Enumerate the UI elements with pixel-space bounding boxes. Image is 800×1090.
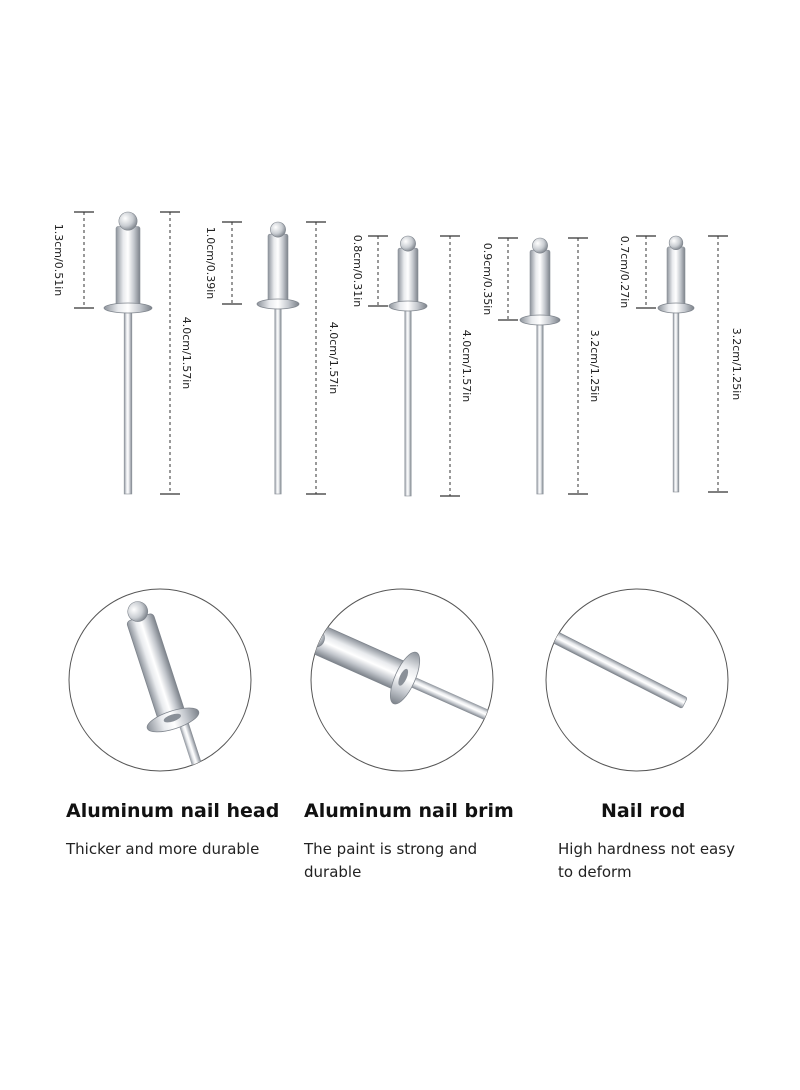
rivet-5	[618, 236, 743, 492]
feature-title: Aluminum nail brim	[304, 800, 514, 822]
total-length-label: 4.0cm/1.57in	[460, 329, 473, 403]
feature-description: High hardness not easy to deform	[558, 840, 735, 881]
total-length-label: 3.2cm/1.25in	[588, 329, 601, 403]
rivet-brim	[257, 299, 299, 309]
rivet-2	[204, 222, 340, 494]
rivet-body	[667, 247, 685, 308]
total-length-label: 4.0cm/1.57in	[180, 316, 193, 390]
rivet-4	[481, 238, 601, 494]
rivet-ball	[532, 238, 547, 253]
detail-nail-head	[69, 589, 251, 793]
feature-title: Aluminum nail head	[66, 800, 280, 822]
total-length-label: 4.0cm/1.57in	[327, 321, 340, 395]
rivet-rod	[275, 304, 281, 494]
rivet-rod	[124, 308, 132, 494]
rivet-rod	[537, 320, 543, 494]
total-length-label: 3.2cm/1.25in	[730, 327, 743, 401]
rivet-rod	[673, 308, 679, 492]
rivet-rod	[405, 306, 411, 496]
detail-nail-brim	[296, 589, 513, 771]
rivet-body	[530, 250, 550, 320]
feature-description: The paint is strong and durable	[304, 840, 478, 881]
feature-nail-head	[66, 800, 306, 861]
head-length-label: 0.7cm/0.27in	[618, 235, 631, 309]
rivet-1	[52, 212, 193, 494]
head-length-label: 0.9cm/0.35in	[481, 242, 494, 316]
rivet-ball	[669, 236, 683, 250]
rivet-brim	[520, 315, 560, 325]
rivet-brim	[104, 303, 152, 313]
rivet-3	[351, 235, 473, 496]
rivet-ball	[270, 222, 285, 237]
feature-nail-rod	[558, 800, 798, 884]
feature-description: Thicker and more durable	[66, 840, 260, 858]
rivet-body	[268, 234, 288, 304]
rivet-brim	[658, 303, 694, 313]
rivet-ball	[400, 236, 415, 251]
head-length-label: 1.0cm/0.39in	[204, 226, 217, 300]
detail-nail-rod	[522, 589, 728, 771]
head-length-label: 0.8cm/0.31in	[351, 234, 364, 308]
feature-nail-brim	[304, 800, 544, 884]
rivet-body	[116, 227, 140, 308]
rivet-ball	[119, 212, 137, 230]
head-length-label: 1.3cm/0.51in	[52, 223, 65, 297]
rivet-brim	[389, 301, 427, 311]
feature-title: Nail rod	[601, 800, 686, 822]
rivet-body	[398, 248, 418, 306]
